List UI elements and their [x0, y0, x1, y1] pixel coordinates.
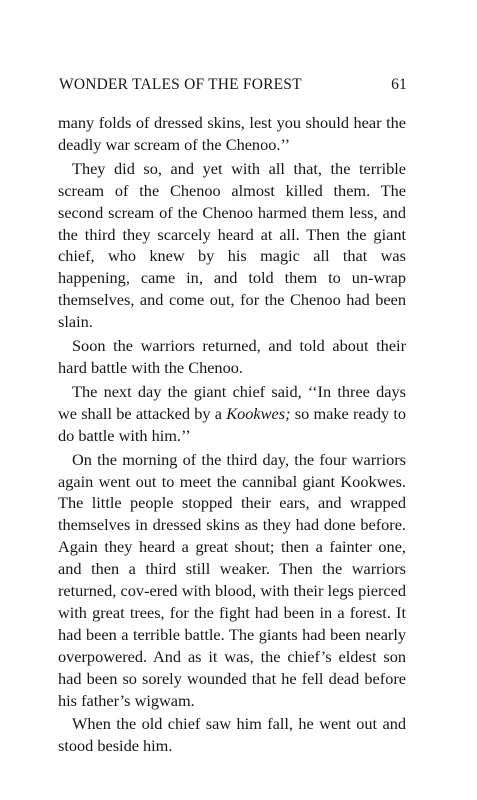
paragraph-4 [58, 381, 406, 447]
paragraph-4-text-before: The next day the giant chief said, ‘‘In three days we shall be attacked by a [58, 381, 406, 423]
paragraph-2: They did so, and yet with all that, the terrible scream of the Chenoo almost killed them. The second scream of the Chenoo harmed them less, and the third they scarcely heard at all. Then the giant chief, who knew by his magic all that was happening, came in, and told them to un-wrap themselves, and come out, for the Chenoo had been slain. [58, 158, 406, 332]
paragraph-5: On the morning of the third day, the four warriors again went out to meet the cannibal giant Kookwes. The little people stopped their ears, and wrapped themselves in dressed skins as they had done before. Again they heard a great shout; then a fainter one, and then a third still weaker. Then the warriors returned, cov-ered with blood, with their legs pierced with great trees, for the fight had been in a forest. It had been a terrible battle. The giants had been nearly overpowered. And as it was, the chief’s eldest son had been so sorely wounded that he fell dead before his father’s wigwam. [58, 449, 406, 710]
body-text [58, 112, 406, 757]
running-head [59, 76, 407, 98]
paragraph-4-emphasis: Kookwes; [226, 403, 291, 423]
paragraph-4-text-after: so make ready to do battle with him.’’ [58, 403, 407, 445]
paragraph-1: many folds of dressed skins, lest you should hear the deadly war scream of the Chenoo.’’ [58, 113, 406, 154]
running-title: WONDER TALES OF THE FOREST [59, 76, 302, 93]
page-number: 61 [391, 76, 407, 93]
paragraph-3: Soon the warriors returned, and told about their hard battle with the Chenoo. [58, 336, 406, 377]
paragraph-6: When the old chief saw him fall, he went out and stood beside him. [58, 714, 406, 756]
